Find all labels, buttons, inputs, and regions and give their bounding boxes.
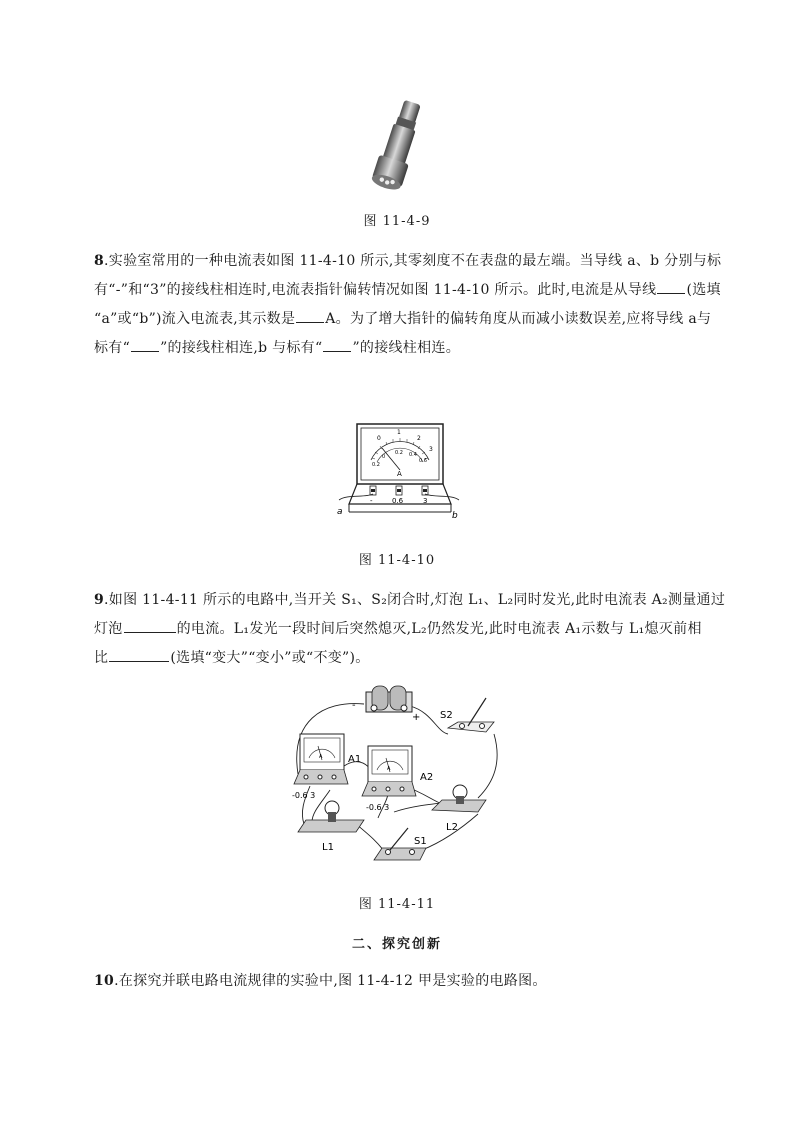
question-text: (选填“变大”“变小”或“不变”)。	[170, 650, 370, 666]
battery-plus-label: +	[412, 712, 421, 723]
meter-unit: A	[387, 766, 391, 772]
scale-label: 3	[429, 446, 433, 453]
battery-minus-label: -	[352, 700, 356, 711]
switch-s2-label: S2	[440, 710, 453, 721]
question-text: ”的接线柱相连。	[352, 340, 461, 356]
scale-label: 0.2	[372, 462, 380, 468]
question-number: 9	[94, 592, 105, 608]
question-text: .实验室常用的一种电流表如图 11-4-10 所示,其零刻度不在表盘的最左端。当导线 a、b 分别与标	[104, 253, 722, 269]
question-text: A。为了增大指针的偏转角度从而减小读数误差,应将导线 a与	[325, 311, 712, 327]
unit-label: A	[397, 470, 402, 478]
question-8	[94, 247, 722, 363]
question-number: 10	[94, 973, 115, 989]
answer-blank[interactable]	[109, 647, 169, 662]
wire-label-b: b	[452, 511, 458, 520]
figure-caption-11-4-10: 图 11-4-10	[358, 553, 436, 568]
ammeter-diagram	[335, 418, 463, 520]
question-10	[94, 967, 704, 996]
question-text: .如图 11-4-11 所示的电路中,当开关 S₁、S₂闭合时,灯泡 L₁、L₂同时发光,此时电流表 A₂测量通过	[104, 592, 726, 608]
question-text: 的电流。L₁发光一段时间后突然熄灭,L₂仍然发光,此时电流表 A₁示数与 L₁熄灭前相	[176, 621, 702, 637]
question-text: 标有“	[94, 340, 131, 356]
ammeter-a1-label: A1	[348, 754, 362, 765]
flashlight-image	[368, 96, 428, 196]
question-text: 灯泡	[94, 621, 123, 637]
answer-blank[interactable]	[124, 618, 176, 633]
question-text: (选填	[686, 282, 721, 298]
ammeter-a2-label: A2	[420, 772, 434, 783]
scale-label: 0	[377, 435, 381, 442]
ammeter-a1-terminals: -0.6 3	[292, 791, 316, 800]
scale-label: 0.4	[409, 452, 417, 458]
answer-blank[interactable]	[131, 337, 159, 352]
scale-label: 0.2	[395, 450, 403, 456]
ammeter-a2-terminals: -0.6 3	[366, 803, 390, 812]
terminal-label: 0.6	[392, 497, 404, 505]
scale-label: 0.6	[419, 458, 427, 464]
scale-label: 1	[397, 429, 401, 436]
question-text: ”的接线柱相连,b 与标有“	[160, 340, 323, 356]
question-text: 比	[94, 650, 109, 666]
scale-label: 0	[382, 454, 386, 460]
answer-blank[interactable]	[657, 279, 685, 294]
question-9	[94, 586, 726, 673]
scale-label: 2	[417, 435, 421, 442]
question-text: “a”或“b”)流入电流表,其示数是	[94, 311, 296, 327]
bulb-l2-label: L2	[446, 822, 458, 833]
terminal-label: -	[370, 497, 373, 505]
figure-caption-11-4-9: 图 11-4-9	[363, 214, 431, 229]
meter-unit: A	[319, 754, 323, 760]
figure-caption-11-4-11: 图 11-4-11	[358, 897, 436, 912]
section-title: 二、探究创新	[351, 937, 442, 952]
question-number: 8	[94, 253, 105, 269]
wire-label-a: a	[337, 507, 343, 517]
answer-blank[interactable]	[323, 337, 351, 352]
circuit-diagram	[282, 682, 512, 872]
terminal-label: 3	[423, 497, 428, 505]
question-text: .在探究并联电路电流规律的实验中,图 11-4-12 甲是实验的电路图。	[114, 973, 547, 989]
switch-s1-label: S1	[414, 836, 427, 847]
bulb-l1-label: L1	[322, 842, 334, 853]
answer-blank[interactable]	[296, 308, 324, 323]
question-text: 有“-”和“3”的接线柱相连时,电流表指针偏转情况如图 11-4-10 所示。此时,电流是从导线	[94, 282, 657, 298]
